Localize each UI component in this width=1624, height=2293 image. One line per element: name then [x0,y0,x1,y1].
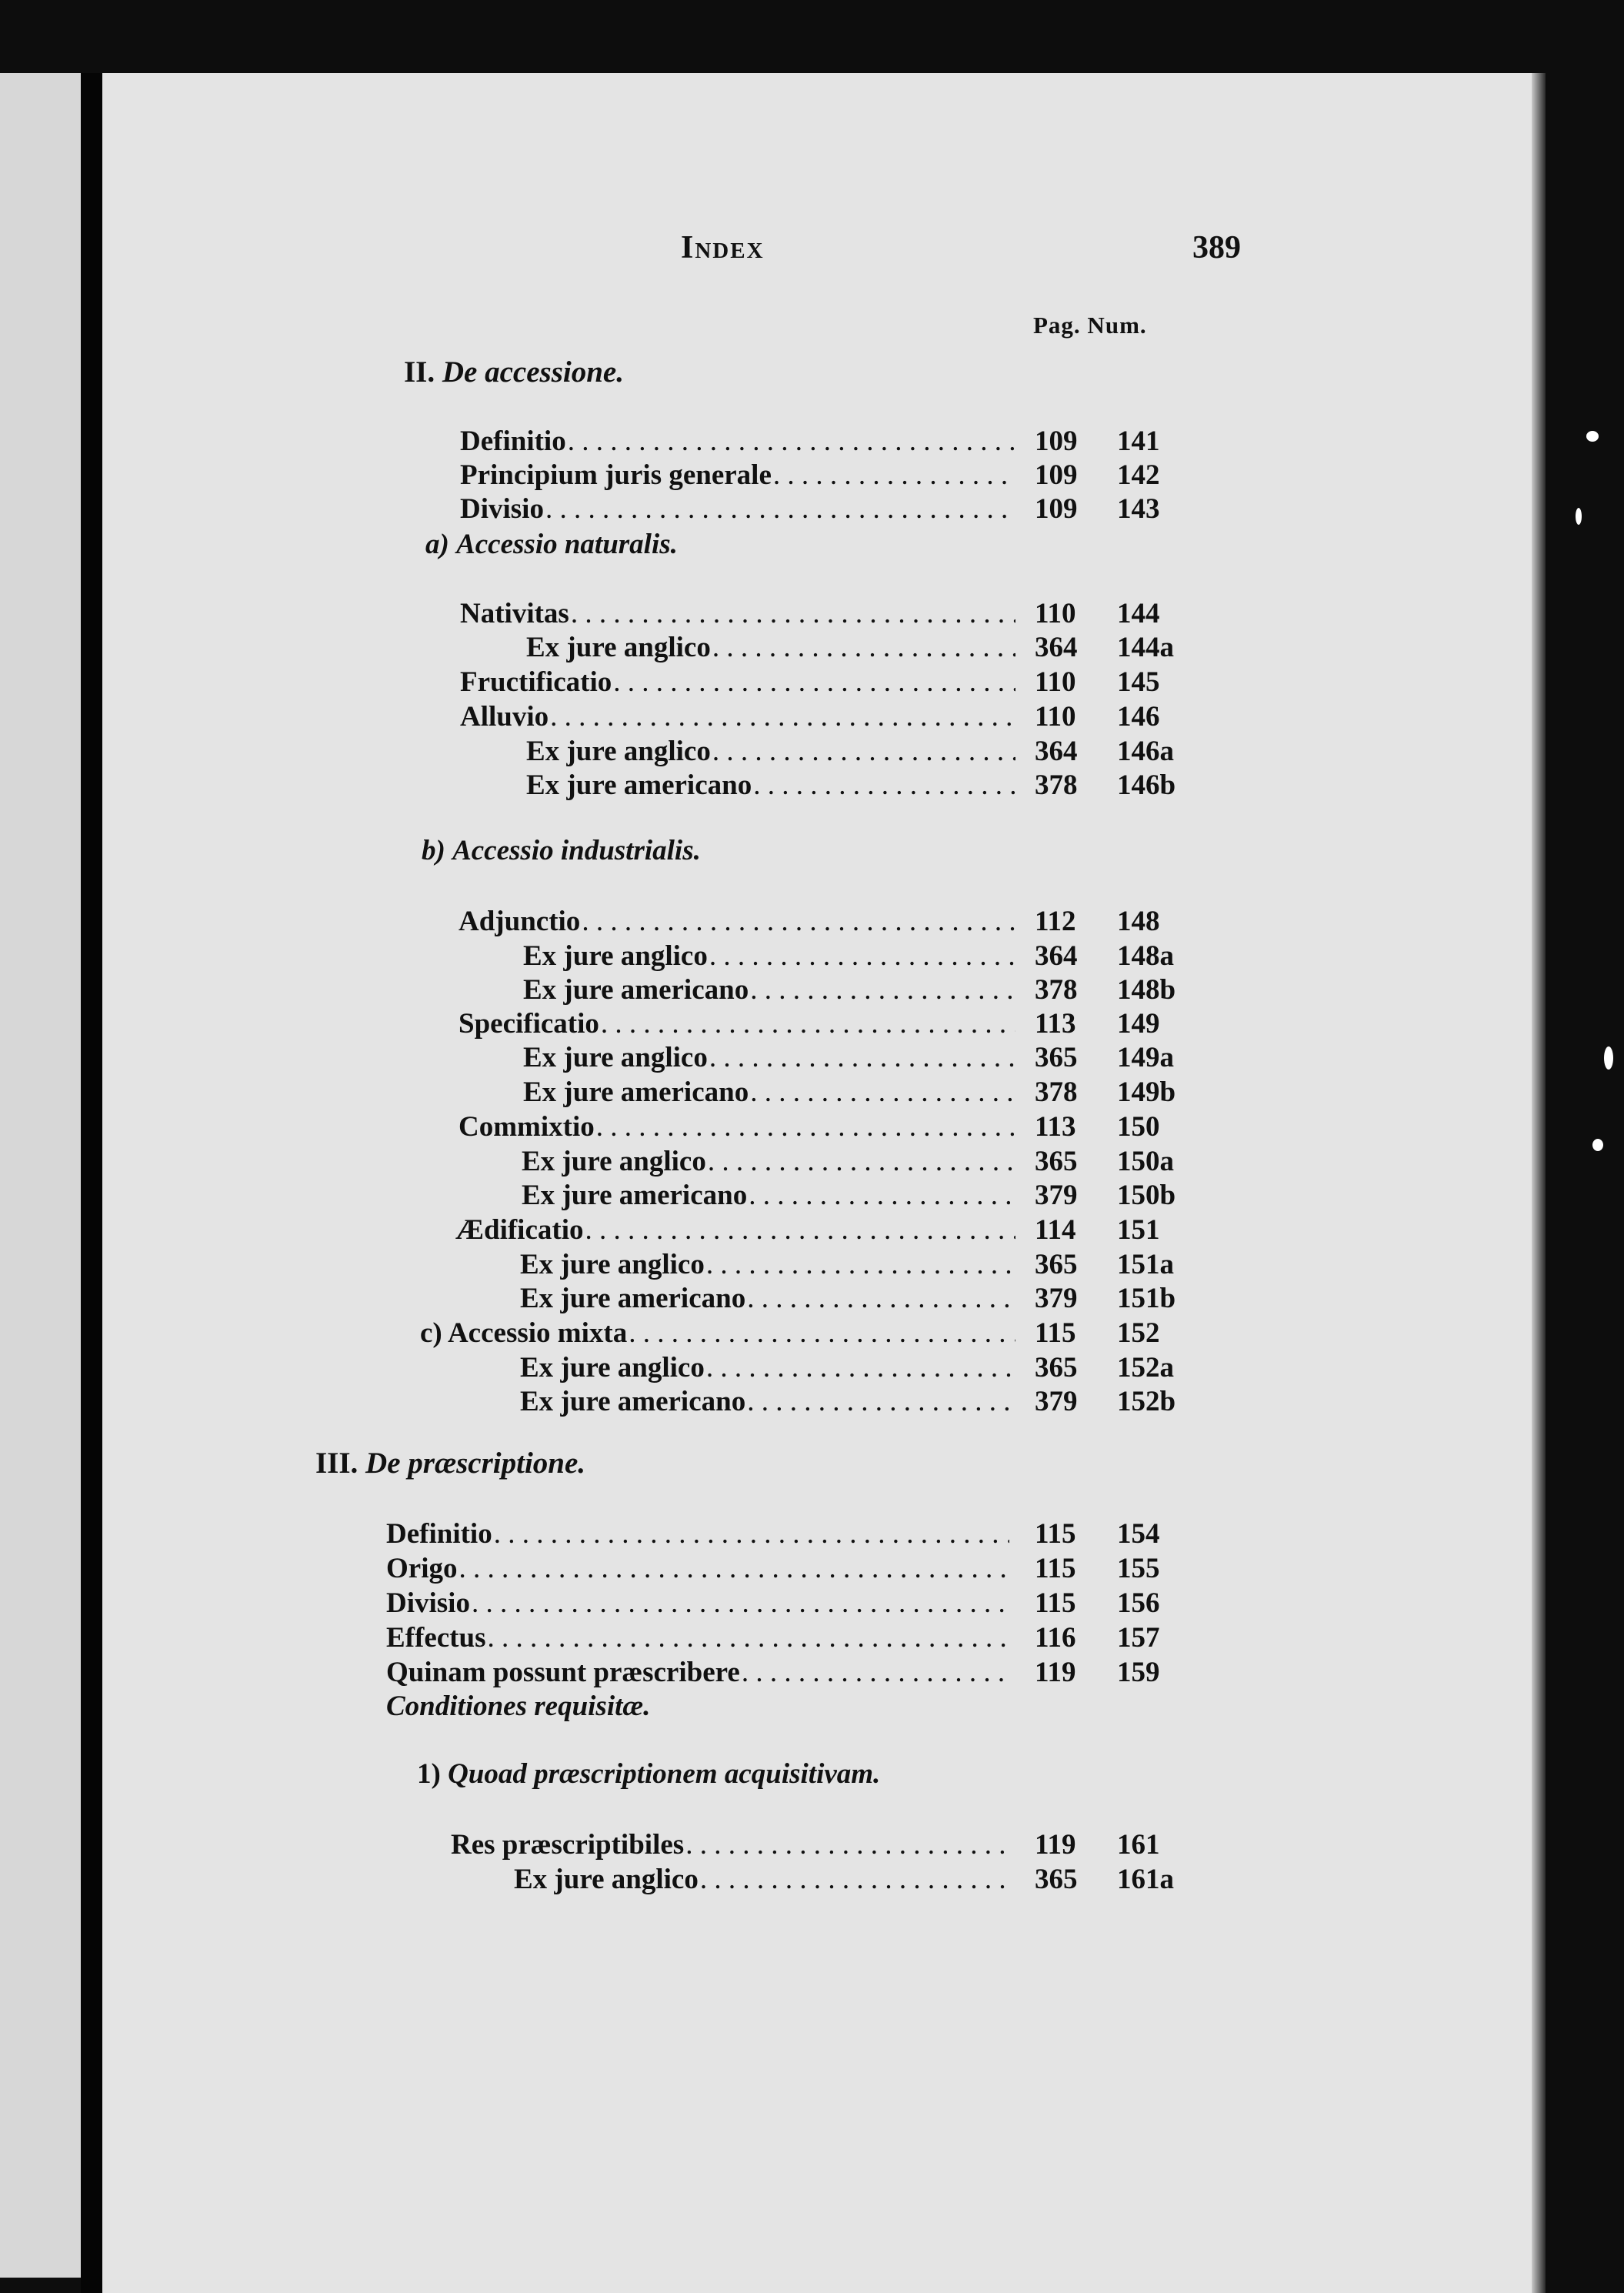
entry-refs [0,597,1231,631]
entry-label: Ex jure anglico [520,1249,705,1280]
entry-refs [0,769,1231,803]
running-header-title: Index [681,230,765,265]
entry-refs [0,1863,1231,1897]
subsection-marker: 1) [417,1758,441,1790]
entry-label: Divisio [460,493,544,525]
page-ref: 113 [1035,1008,1076,1040]
paragraph-ref: 159 [1117,1657,1160,1688]
page-ref: 115 [1035,1317,1076,1349]
entry-label: Ex jure anglico [520,1352,705,1383]
paragraph-ref: 146 [1117,701,1160,733]
entry-refs [0,1621,1231,1655]
paragraph-ref: 150 [1117,1111,1160,1143]
subsection-title: Quoad præscriptionem acquisitivam. [448,1758,881,1790]
paragraph-ref: 154 [1117,1518,1160,1550]
page-ref: 365 [1035,1146,1078,1177]
entry-refs [0,459,1231,492]
section-title: De accessione. [442,355,624,389]
entry-label: Adjunctio [459,906,581,937]
page-ref: 364 [1035,736,1078,767]
page-ref: 116 [1035,1622,1076,1654]
subsection-marker: b) [422,835,445,866]
page-ref: 110 [1035,666,1076,698]
page-ref: 365 [1035,1249,1078,1280]
paragraph-ref: 151a [1117,1249,1174,1280]
entry-label: Origo [386,1553,458,1584]
entry-label: Principium juris generale [460,459,772,491]
page-ref: 110 [1035,598,1076,629]
paragraph-ref: 150b [1117,1180,1176,1211]
page-ref: 365 [1035,1042,1078,1073]
entry-refs [0,700,1231,734]
entry-label: Quinam possunt præscribere [386,1657,740,1688]
page-ref: 378 [1035,769,1078,801]
entry-label: Commixtio [459,1111,595,1143]
paragraph-ref: 149 [1117,1008,1160,1040]
section-heading [315,1447,585,1480]
entry-refs [0,1317,1231,1350]
paragraph-ref: 152a [1117,1352,1174,1383]
entry-refs [0,631,1231,665]
page-ref: 109 [1035,426,1078,457]
entry-label: Ex jure americano [523,974,749,1006]
entry-label: Ex jure anglico [522,1146,706,1177]
page-ref: 365 [1035,1864,1078,1895]
page-ref: 115 [1035,1518,1076,1550]
entry-refs [0,425,1231,459]
page-ref: 378 [1035,1076,1078,1108]
paragraph-ref: 151 [1117,1214,1160,1246]
page-ref: 364 [1035,940,1078,972]
entry-label: Ex jure anglico [526,736,711,767]
entry-refs [0,1007,1231,1041]
paragraph-ref: 152 [1117,1317,1160,1349]
entry-refs [0,1552,1231,1586]
entry-label: c) Accessio mixta [420,1317,628,1349]
entry-refs [0,1248,1231,1282]
entry-label: Ex jure americano [523,1076,749,1108]
entry-refs [0,905,1231,939]
paragraph-ref: 144a [1117,632,1174,663]
page-ref: 119 [1035,1829,1076,1861]
subsection-title: Conditiones requisitæ. [386,1691,651,1722]
page-ref: 365 [1035,1352,1078,1383]
paragraph-ref: 156 [1117,1587,1160,1619]
entry-refs [0,1385,1231,1419]
page-ref: 109 [1035,493,1078,525]
entry-refs [0,492,1231,526]
page-right-edge [1532,73,1546,2293]
paragraph-ref: 149b [1117,1076,1176,1108]
page-number: 389 [1192,230,1241,265]
paragraph-ref: 152b [1117,1386,1176,1417]
entry-label: Ex jure anglico [526,632,711,663]
entry-refs [0,1213,1231,1247]
entry-label: Ex jure americano [522,1180,748,1211]
entry-refs [0,973,1231,1007]
entry-refs [0,1110,1231,1144]
entry-refs [0,1179,1231,1213]
subsection-heading [386,1690,650,1724]
page-ref: 119 [1035,1657,1076,1688]
entry-label: Ex jure anglico [523,1042,708,1073]
entry-refs [0,1041,1231,1075]
paragraph-ref: 150a [1117,1146,1174,1177]
section-numeral: III. [315,1447,358,1480]
paragraph-ref: 148 [1117,906,1160,937]
entry-refs [0,1282,1231,1316]
paragraph-ref: 146a [1117,736,1174,767]
scan-speck [1592,1139,1603,1151]
paragraph-ref: 157 [1117,1622,1160,1654]
section-heading [404,355,624,389]
page-ref: 115 [1035,1553,1076,1584]
page-ref: 110 [1035,701,1076,733]
paragraph-ref: 148a [1117,940,1174,972]
scan-speck [1586,431,1599,442]
entry-refs [0,666,1231,699]
entry-label: Effectus [386,1622,486,1654]
entry-refs [0,1828,1231,1862]
page-ref: 113 [1035,1111,1076,1143]
entry-refs [0,1351,1231,1385]
subsection-title: Accessio industrialis. [452,835,701,866]
entry-label: Ex jure americano [520,1386,746,1417]
entry-refs [0,1587,1231,1620]
entry-label: Fructificatio [460,666,612,698]
page-ref: 378 [1035,974,1078,1006]
page-ref: 114 [1035,1214,1076,1246]
entry-refs [0,1076,1231,1110]
page-ref: 379 [1035,1180,1078,1211]
entry-refs [0,940,1231,973]
page-ref: 112 [1035,906,1076,937]
section-title: De præscriptione. [365,1447,586,1480]
entry-label: Ex jure americano [520,1283,746,1314]
entry-label: Specificatio [459,1008,599,1040]
entry-label: Divisio [386,1587,470,1619]
subsection-marker: a) [425,529,449,560]
paragraph-ref: 148b [1117,974,1176,1006]
paragraph-ref: 143 [1117,493,1160,525]
paragraph-ref: 155 [1117,1553,1160,1584]
paragraph-ref: 149a [1117,1042,1174,1073]
entry-label: Res præscriptibiles [451,1829,685,1861]
column-header: Pag. Num. [1033,312,1147,339]
page-ref: 379 [1035,1283,1078,1314]
entry-label: Nativitas [460,598,569,629]
subsection-title: Accessio naturalis. [456,529,678,560]
entry-label: Alluvio [460,701,549,733]
paragraph-ref: 144 [1117,598,1160,629]
page-ref: 115 [1035,1587,1076,1619]
entry-label: Ex jure americano [526,769,752,801]
entry-refs [0,1517,1231,1551]
entry-refs [0,735,1231,769]
subsection-heading [425,528,678,562]
page-ref: 109 [1035,459,1078,491]
entry-refs [0,1145,1231,1179]
entry-label: Ædificatio [455,1214,584,1246]
subsection-heading [417,1757,880,1791]
entry-refs [0,1656,1231,1690]
entry-label: Definitio [386,1518,492,1550]
scan-speck [1576,508,1582,525]
entry-label: Definitio [460,426,566,457]
entry-label: Ex jure anglico [514,1864,699,1895]
paragraph-ref: 145 [1117,666,1160,698]
paragraph-ref: 142 [1117,459,1160,491]
paragraph-ref: 146b [1117,769,1176,801]
paragraph-ref: 151b [1117,1283,1176,1314]
section-numeral: II. [404,355,435,389]
paragraph-ref: 161a [1117,1864,1174,1895]
paragraph-ref: 161 [1117,1829,1160,1861]
entry-label: Ex jure anglico [523,940,708,972]
subsection-heading [422,834,701,868]
page-ref: 379 [1035,1386,1078,1417]
paragraph-ref: 141 [1117,426,1160,457]
page-ref: 364 [1035,632,1078,663]
scan-speck [1604,1046,1613,1070]
